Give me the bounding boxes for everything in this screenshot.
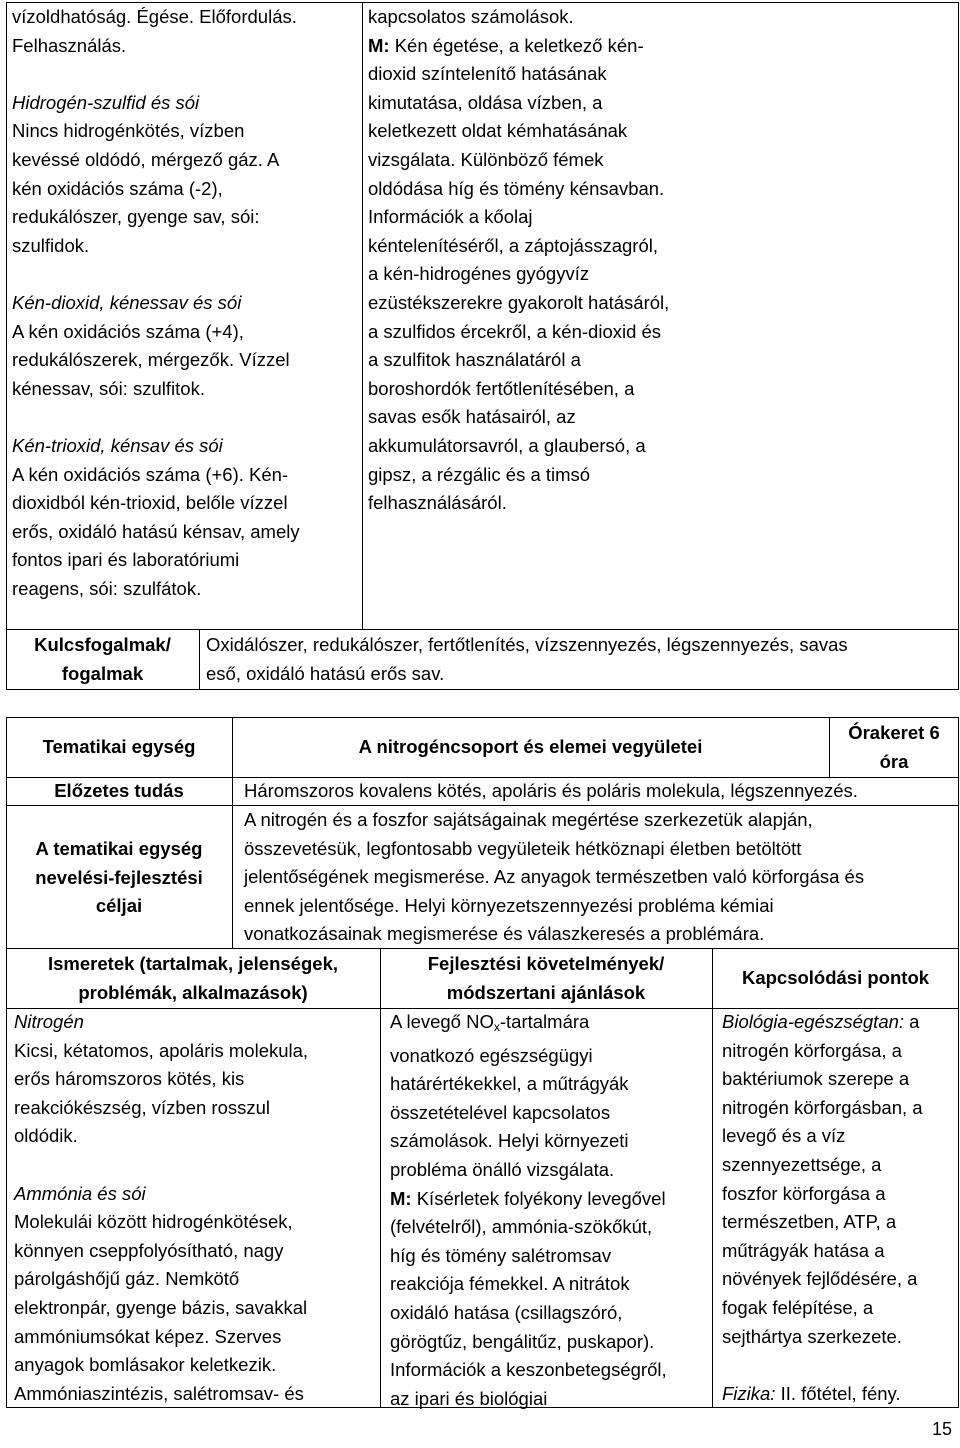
text-line bbox=[722, 1008, 956, 1037]
text-line: természetben, ATP, a bbox=[722, 1211, 897, 1233]
section-title: Kén-trioxid, kénsav és sói bbox=[12, 434, 223, 456]
label-line: A tematikai egység bbox=[35, 838, 203, 859]
orakeret-line: óra bbox=[879, 750, 909, 772]
header-line: problémák, alkalmazások) bbox=[78, 981, 308, 1003]
ismeretek-header bbox=[6, 950, 380, 1007]
text-line: vonatkozásainak megismerése és válaszkeresés a problémára. bbox=[244, 923, 765, 945]
column-divider bbox=[380, 948, 381, 1408]
elozetes-tudas-text: Háromszoros kovalens kötés, apoláris és poláris molekula, légszennyezés. bbox=[244, 780, 858, 801]
text-line: eső, oxidáló hatású erős sav. bbox=[206, 662, 445, 684]
text-line: Molekulái között hidrogénkötések, bbox=[14, 1211, 293, 1233]
text-line bbox=[368, 32, 713, 61]
orakeret bbox=[829, 719, 959, 776]
kulcsfogalmak-label bbox=[6, 631, 199, 688]
text-line: nitrogén körforgása, a bbox=[722, 1039, 902, 1061]
text-line: A kén oxidációs száma (+4), bbox=[12, 320, 244, 342]
text-line: dioxid színtelenítő hatásának bbox=[368, 63, 607, 85]
label-line: fogalmak bbox=[61, 662, 144, 684]
subscript: x bbox=[493, 1020, 500, 1034]
text-line: savas esők hatásairól, az bbox=[368, 406, 576, 428]
text-line: szennyezettsége, a bbox=[722, 1153, 882, 1175]
text-line: vizsgálata. Különböző fémek bbox=[368, 148, 604, 170]
page-number: 15 bbox=[931, 1419, 952, 1440]
label-line: céljai bbox=[95, 895, 143, 917]
text-line: baktériumok szerepe a bbox=[722, 1068, 910, 1090]
text-line: határértékekkel, a műtrágyák bbox=[390, 1073, 629, 1095]
text-line: fontos ipari és laboratóriumi bbox=[12, 549, 240, 571]
text-line: anyagok bomlásakor keletkezik. bbox=[14, 1354, 277, 1376]
text-part: a bbox=[904, 1011, 920, 1032]
section-title: Ammónia és sói bbox=[14, 1182, 146, 1204]
text-line bbox=[722, 1380, 956, 1409]
text-line: szulfidok. bbox=[12, 234, 90, 256]
text-line: kimutatása, oldása vízben, a bbox=[368, 91, 603, 113]
orakeret-line: Órakeret 6 bbox=[848, 722, 940, 743]
tematikai-egyseg-label: Tematikai egység bbox=[42, 736, 196, 757]
elozetes-tudas-label: Előzetes tudás bbox=[54, 780, 184, 801]
text-line: Információk a keszonbetegségről, bbox=[390, 1359, 667, 1381]
text-line: oxidáló hatása (csillagszóró, bbox=[390, 1301, 623, 1323]
text-part: A levegő NO bbox=[390, 1011, 494, 1032]
text-line: a szulfitok használatáról a bbox=[368, 349, 581, 371]
text-line: A kén oxidációs száma (+6). Kén- bbox=[12, 463, 289, 485]
text-line: kén oxidációs száma (-2), bbox=[12, 177, 223, 199]
text-line: Nincs hidrogénkötés, vízben bbox=[12, 120, 245, 142]
text-line: Ammóniaszintézis, salétromsav- és bbox=[14, 1382, 304, 1404]
subject-label: Biológia-egészségtan: bbox=[722, 1011, 905, 1032]
text-line: oldódása híg és tömény kénsavban. bbox=[368, 177, 665, 199]
label-line: nevelési-fejlesztési bbox=[35, 866, 203, 888]
top-left-column bbox=[12, 3, 358, 603]
text-line: vízoldhatóság. Égése. Előfordulás. bbox=[12, 6, 297, 27]
text-line: elektronpár, gyenge bázis, savakkal bbox=[14, 1296, 308, 1318]
text-line: műtrágyák hatása a bbox=[722, 1239, 885, 1261]
header-line: Ismeretek (tartalmak, jelenségek, bbox=[48, 953, 338, 974]
text-line: híg és tömény salétromsav bbox=[390, 1244, 612, 1266]
text-line: probléma önálló vizsgálata. bbox=[390, 1158, 615, 1180]
section-title: Kén-dioxid, kénessav és sói bbox=[12, 291, 242, 313]
column-divider bbox=[712, 948, 713, 1408]
top-table-row-divider bbox=[6, 629, 959, 630]
text-line: Oxidálószer, redukálószer, fertőtlenítés, vízszennyezés, légszennyezés, savas bbox=[206, 634, 848, 655]
text-line: Felhasználás. bbox=[12, 34, 127, 56]
text-line: kénessav, sói: szulfitok. bbox=[12, 377, 205, 399]
text-line: foszfor körforgása a bbox=[722, 1182, 886, 1204]
text-line: boroshordók fertőtlenítésében, a bbox=[368, 377, 635, 399]
text-line: felhasználásáról. bbox=[368, 492, 507, 514]
kapcsolodasi-column bbox=[722, 1008, 956, 1408]
text-line: erős háromszoros kötés, kis bbox=[14, 1068, 245, 1090]
text-line: növények fejlődésére, a bbox=[722, 1268, 918, 1290]
text-line: dioxidból kén-trioxid, belőle vízzel bbox=[12, 492, 288, 514]
text-line: sejthártya szerkezete. bbox=[722, 1325, 902, 1347]
fejlesztesi-header bbox=[380, 950, 712, 1007]
text-line: az ipari és biológiai bbox=[390, 1387, 548, 1409]
text-line: kevéssé oldódó, mérgező gáz. A bbox=[12, 148, 280, 170]
ismeretek-column bbox=[14, 1008, 378, 1408]
fejlesztesi-column bbox=[390, 1008, 710, 1413]
label-line: Kulcsfogalmak/ bbox=[34, 634, 171, 655]
celjai-label bbox=[6, 835, 232, 921]
text-line: nitrogén körforgásban, a bbox=[722, 1096, 923, 1118]
text-line: vonatkozó egészségügyi bbox=[390, 1044, 593, 1066]
text-line: ezüstékszerekre gyakorolt hatásáról, bbox=[368, 291, 670, 313]
subject-label: Fizika: bbox=[722, 1382, 776, 1404]
text-line: erős, oxidáló hatású kénsav, amely bbox=[12, 520, 300, 542]
text-line: A nitrogén és a foszfor sajátságainak megértése szerkezetük alapján, bbox=[244, 809, 813, 830]
text-line: kéntelenítéséről, a záptojásszagról, bbox=[368, 234, 659, 256]
header-line: módszertani ajánlások bbox=[446, 981, 646, 1003]
text-line: reakciója fémekkel. A nitrátok bbox=[390, 1273, 630, 1295]
text-line bbox=[390, 1185, 710, 1214]
text-line: reagens, sói: szulfátok. bbox=[12, 577, 202, 599]
text-line bbox=[390, 1008, 710, 1042]
kulcs-divider bbox=[199, 629, 200, 690]
text-line: számolások. Helyi környezeti bbox=[390, 1130, 629, 1152]
text-line: ammóniumsókat képez. Szerves bbox=[14, 1325, 282, 1347]
unit-title: A nitrogéncsoport és elemei vegyületei bbox=[358, 736, 703, 757]
text-part: II. főtétel, fény. bbox=[775, 1382, 901, 1404]
kulcsfogalmak-text bbox=[206, 631, 956, 688]
top-table-divider bbox=[362, 2, 363, 629]
m-text: Kísérletek folyékony levegővel bbox=[411, 1187, 666, 1209]
text-line: a szulfidos ércekről, a kén-dioxid és bbox=[368, 320, 662, 342]
header-line: Fejlesztési követelmények/ bbox=[427, 953, 665, 974]
text-line: párolgáshőjű gáz. Nemkötő bbox=[14, 1268, 240, 1290]
text-line: fogak felépítése, a bbox=[722, 1296, 874, 1318]
text-line: görögtűz, bengálitűz, puskapor). bbox=[390, 1330, 655, 1352]
text-line: kapcsolatos számolások. bbox=[368, 6, 574, 27]
text-line: oldódik. bbox=[14, 1125, 78, 1147]
section-title: Nitrogén bbox=[14, 1011, 84, 1032]
kapcsolodasi-header: Kapcsolódási pontok bbox=[741, 967, 930, 988]
text-line: összetételével kapcsolatos bbox=[390, 1101, 611, 1123]
text-line: levegő és a víz bbox=[722, 1125, 846, 1147]
m-label: M: bbox=[368, 34, 390, 56]
text-line: akkumulátorsavról, a glaubersó, a bbox=[368, 434, 646, 456]
label-divider bbox=[232, 777, 233, 948]
text-line: a kén-hidrogénes gyógyvíz bbox=[368, 263, 590, 285]
top-mid-column bbox=[368, 3, 713, 518]
m-text: Kén égetése, a keletkező kén- bbox=[389, 34, 644, 56]
m-label: M: bbox=[390, 1187, 412, 1209]
text-line: (felvételről), ammónia-szökőkút, bbox=[390, 1216, 653, 1238]
text-line: redukálószer, gyenge sav, sói: bbox=[12, 206, 260, 228]
text-line: jelentőségének megismerése. Az anyagok természetben való körforgása és bbox=[244, 866, 865, 888]
text-line: redukálószerek, mérgezők. Vízzel bbox=[12, 349, 290, 371]
text-line: ennek jelentősége. Helyi környezetszennyezési probléma kémiai bbox=[244, 894, 774, 916]
section-title: Hidrogén-szulfid és sói bbox=[12, 91, 200, 113]
text-line: könnyen cseppfolyósítható, nagy bbox=[14, 1239, 284, 1261]
text-line: keletkezett oldat kémhatásának bbox=[368, 120, 628, 142]
celjai-text bbox=[244, 806, 956, 949]
text-line: gipsz, a rézgálic és a timsó bbox=[368, 463, 591, 485]
text-part: -tartalmára bbox=[499, 1011, 590, 1032]
text-line: összevetésük, legfontosabb vegyületeik hétköznapi életben betöltött bbox=[244, 837, 802, 859]
text-line: reakciókészség, vízben rosszul bbox=[14, 1096, 271, 1118]
text-line: Információk a kőolaj bbox=[368, 206, 533, 228]
text-line: Kicsi, kétatomos, apoláris molekula, bbox=[14, 1039, 309, 1061]
